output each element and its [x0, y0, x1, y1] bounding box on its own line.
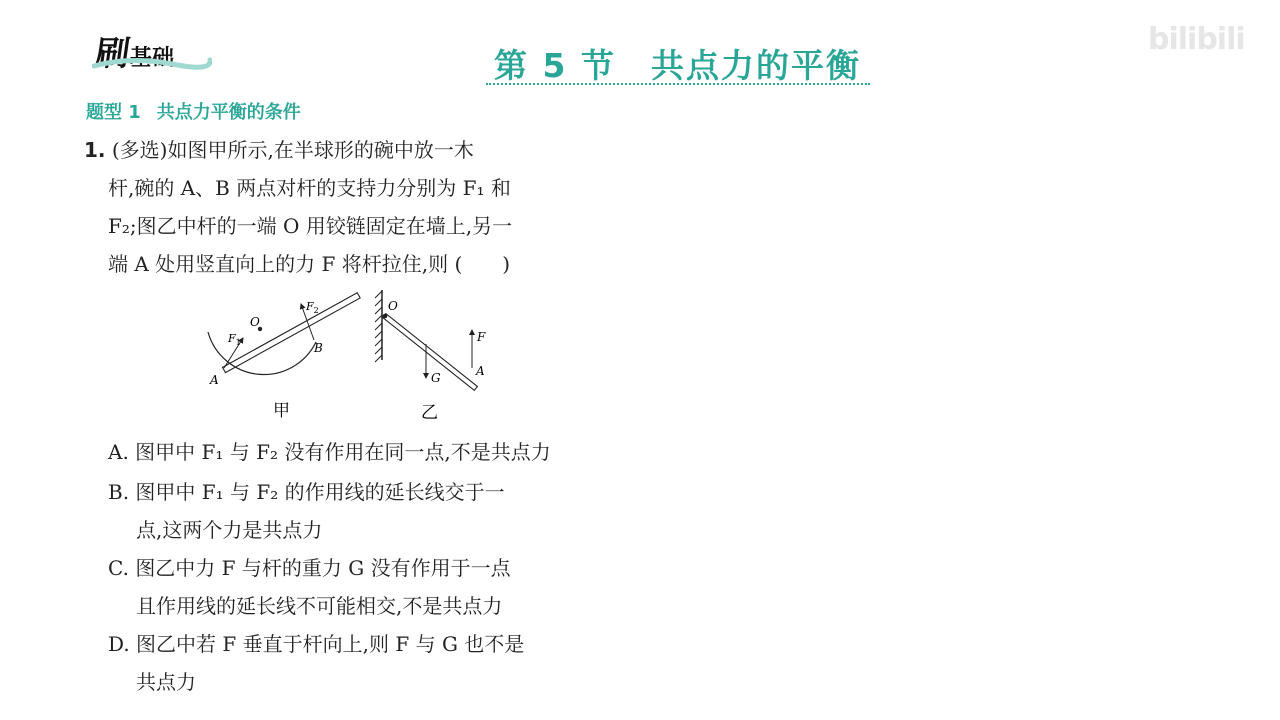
question-text: (多选)如图甲所示,在半球形的碗中放一木: [111, 138, 474, 162]
label-b-jia: B: [314, 341, 323, 355]
caption-jia: 甲: [273, 401, 290, 421]
wall-hatching: [375, 291, 382, 362]
question-type-label: 题型 1: [86, 102, 141, 123]
physics-figure: [190, 282, 510, 432]
label-f2: $F_2$: [306, 300, 319, 315]
option-c[interactable]: [108, 554, 511, 582]
brand-main: 刷: [92, 34, 131, 74]
option-d[interactable]: [108, 630, 524, 658]
brand-swoosh: [92, 54, 212, 72]
bowl-arc: [208, 332, 316, 375]
label-f-yi: F: [477, 330, 486, 344]
option-b-line-2: 点,这两个力是共点力: [136, 518, 323, 542]
label-f1: $F_1$: [228, 332, 241, 347]
option-c-text: 图乙中力 F 与杆的重力 G 没有作用于一点: [135, 556, 511, 580]
question-line-3: F₂;图乙中杆的一端 O 用铰链固定在墙上,另一: [108, 214, 513, 238]
title-divider: [486, 83, 870, 85]
label-o-jia: O: [250, 315, 260, 329]
label-o-yi: O: [388, 299, 398, 313]
label-a-jia: A: [210, 373, 219, 387]
question-number: 1.: [84, 138, 106, 162]
option-d-line-2: 共点力: [136, 670, 196, 694]
question-line-2: 杆,碗的 A、B 两点对杆的支持力分别为 F₁ 和: [108, 176, 511, 200]
option-b-text: 图甲中 F₁ 与 F₂ 的作用线的延长线交于一: [135, 480, 505, 504]
label-a-yi: A: [476, 364, 485, 378]
question-line-4: 端 A 处用竖直向上的力 F 将杆拉住,则 ( ): [108, 252, 511, 276]
option-d-letter: D.: [108, 632, 130, 656]
option-c-letter: C.: [108, 556, 129, 580]
figure-jia: [208, 293, 360, 421]
option-d-text: 图乙中若 F 垂直于杆向上,则 F 与 G 也不是: [136, 632, 525, 656]
option-b[interactable]: [108, 478, 505, 506]
hinge-o: [383, 314, 388, 319]
brand-sub: 基础: [130, 46, 175, 71]
option-a-text: 图甲中 F₁ 与 F₂ 没有作用在同一点,不是共点力: [135, 440, 551, 464]
label-g-yi: G: [431, 371, 441, 385]
caption-yi: 乙: [421, 403, 438, 423]
question-line-1: [84, 136, 474, 164]
question-type-heading: [86, 98, 301, 124]
option-b-letter: B.: [108, 480, 130, 504]
option-a[interactable]: [108, 438, 551, 466]
section-title: 第 5 节 共点力的平衡: [494, 46, 861, 85]
question-type-title: 共点力平衡的条件: [156, 102, 301, 123]
figure-yi: [375, 290, 486, 423]
rod-jia: [223, 293, 361, 373]
option-c-line-2: 且作用线的延长线不可能相交,不是共点力: [136, 594, 503, 618]
option-a-letter: A.: [108, 440, 129, 464]
bilibili-watermark: bilibili: [1148, 22, 1245, 57]
